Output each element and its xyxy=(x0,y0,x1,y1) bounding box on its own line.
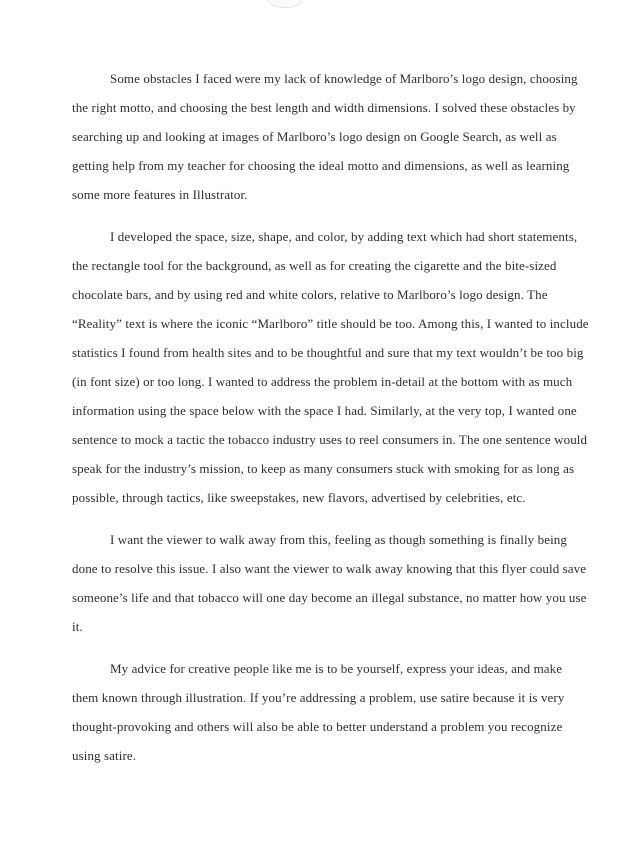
text-line: My advice for creative people like me is to be yourself, express your ideas, and make xyxy=(110,661,563,676)
paragraph-4 xyxy=(72,654,572,770)
paragraph-2 xyxy=(72,222,589,512)
text-line: chocolate bars, and by using red and white colors, relative to Marlboro’s logo design. The xyxy=(72,287,548,302)
text-line: I developed the space, size, shape, and color, by adding text which had short statements, xyxy=(110,229,578,244)
text-line: some more features in Illustrator. xyxy=(72,187,248,202)
text-line: someone’s life and that tobacco will one day become an illegal substance, no matter how you use xyxy=(72,590,587,605)
text-line: I want the viewer to walk away from this, feeling as though something is finally being xyxy=(110,532,567,547)
text-line: possible, through tactics, like sweepstakes, new flavors, advertised by celebrities, etc. xyxy=(72,490,526,505)
text-line: getting help from my teacher for choosing the ideal motto and dimensions, as well as learning xyxy=(72,158,570,173)
text-line: the right motto, and choosing the best length and width dimensions. I solved these obstacles by xyxy=(72,100,576,115)
text-line: thought-provoking and others will also be able to better understand a problem you recognize xyxy=(72,719,563,734)
page-edge-artifact xyxy=(268,0,302,8)
paragraph-3 xyxy=(72,525,587,641)
text-line: information using the space below with the space I had. Similarly, at the very top, I wanted one xyxy=(72,403,577,418)
text-line: done to resolve this issue. I also want the viewer to walk away knowing that this flyer could save xyxy=(72,561,587,576)
text-line: using satire. xyxy=(72,748,137,763)
text-line: speak for the industry’s mission, to keep as many consumers stuck with smoking for as long as xyxy=(72,461,575,476)
text-line: it. xyxy=(72,619,83,634)
text-line: them known through illustration. If you’re addressing a problem, use satire because it is very xyxy=(72,690,565,705)
text-line: (in font size) or too long. I wanted to address the problem in-detail at the bottom with as much xyxy=(72,374,573,389)
text-line: sentence to mock a tactic the tobacco industry uses to reel consumers in. The one sentence would xyxy=(72,432,588,447)
text-line: searching up and looking at images of Marlboro’s logo design on Google Search, as well as xyxy=(72,129,557,144)
essay-body xyxy=(72,64,589,783)
text-line: Some obstacles I faced were my lack of knowledge of Marlboro’s logo design, choosing xyxy=(110,71,578,86)
paragraph-1 xyxy=(72,64,578,209)
text-line: statistics I found from health sites and to be thoughtful and sure that my text wouldn’t be too big xyxy=(72,345,584,360)
text-line: “Reality” text is where the iconic “Marlboro” title should be too. Among this, I wanted to include xyxy=(72,316,589,331)
text-line: the rectangle tool for the background, as well as for creating the cigarette and the bite-sized xyxy=(72,258,557,273)
